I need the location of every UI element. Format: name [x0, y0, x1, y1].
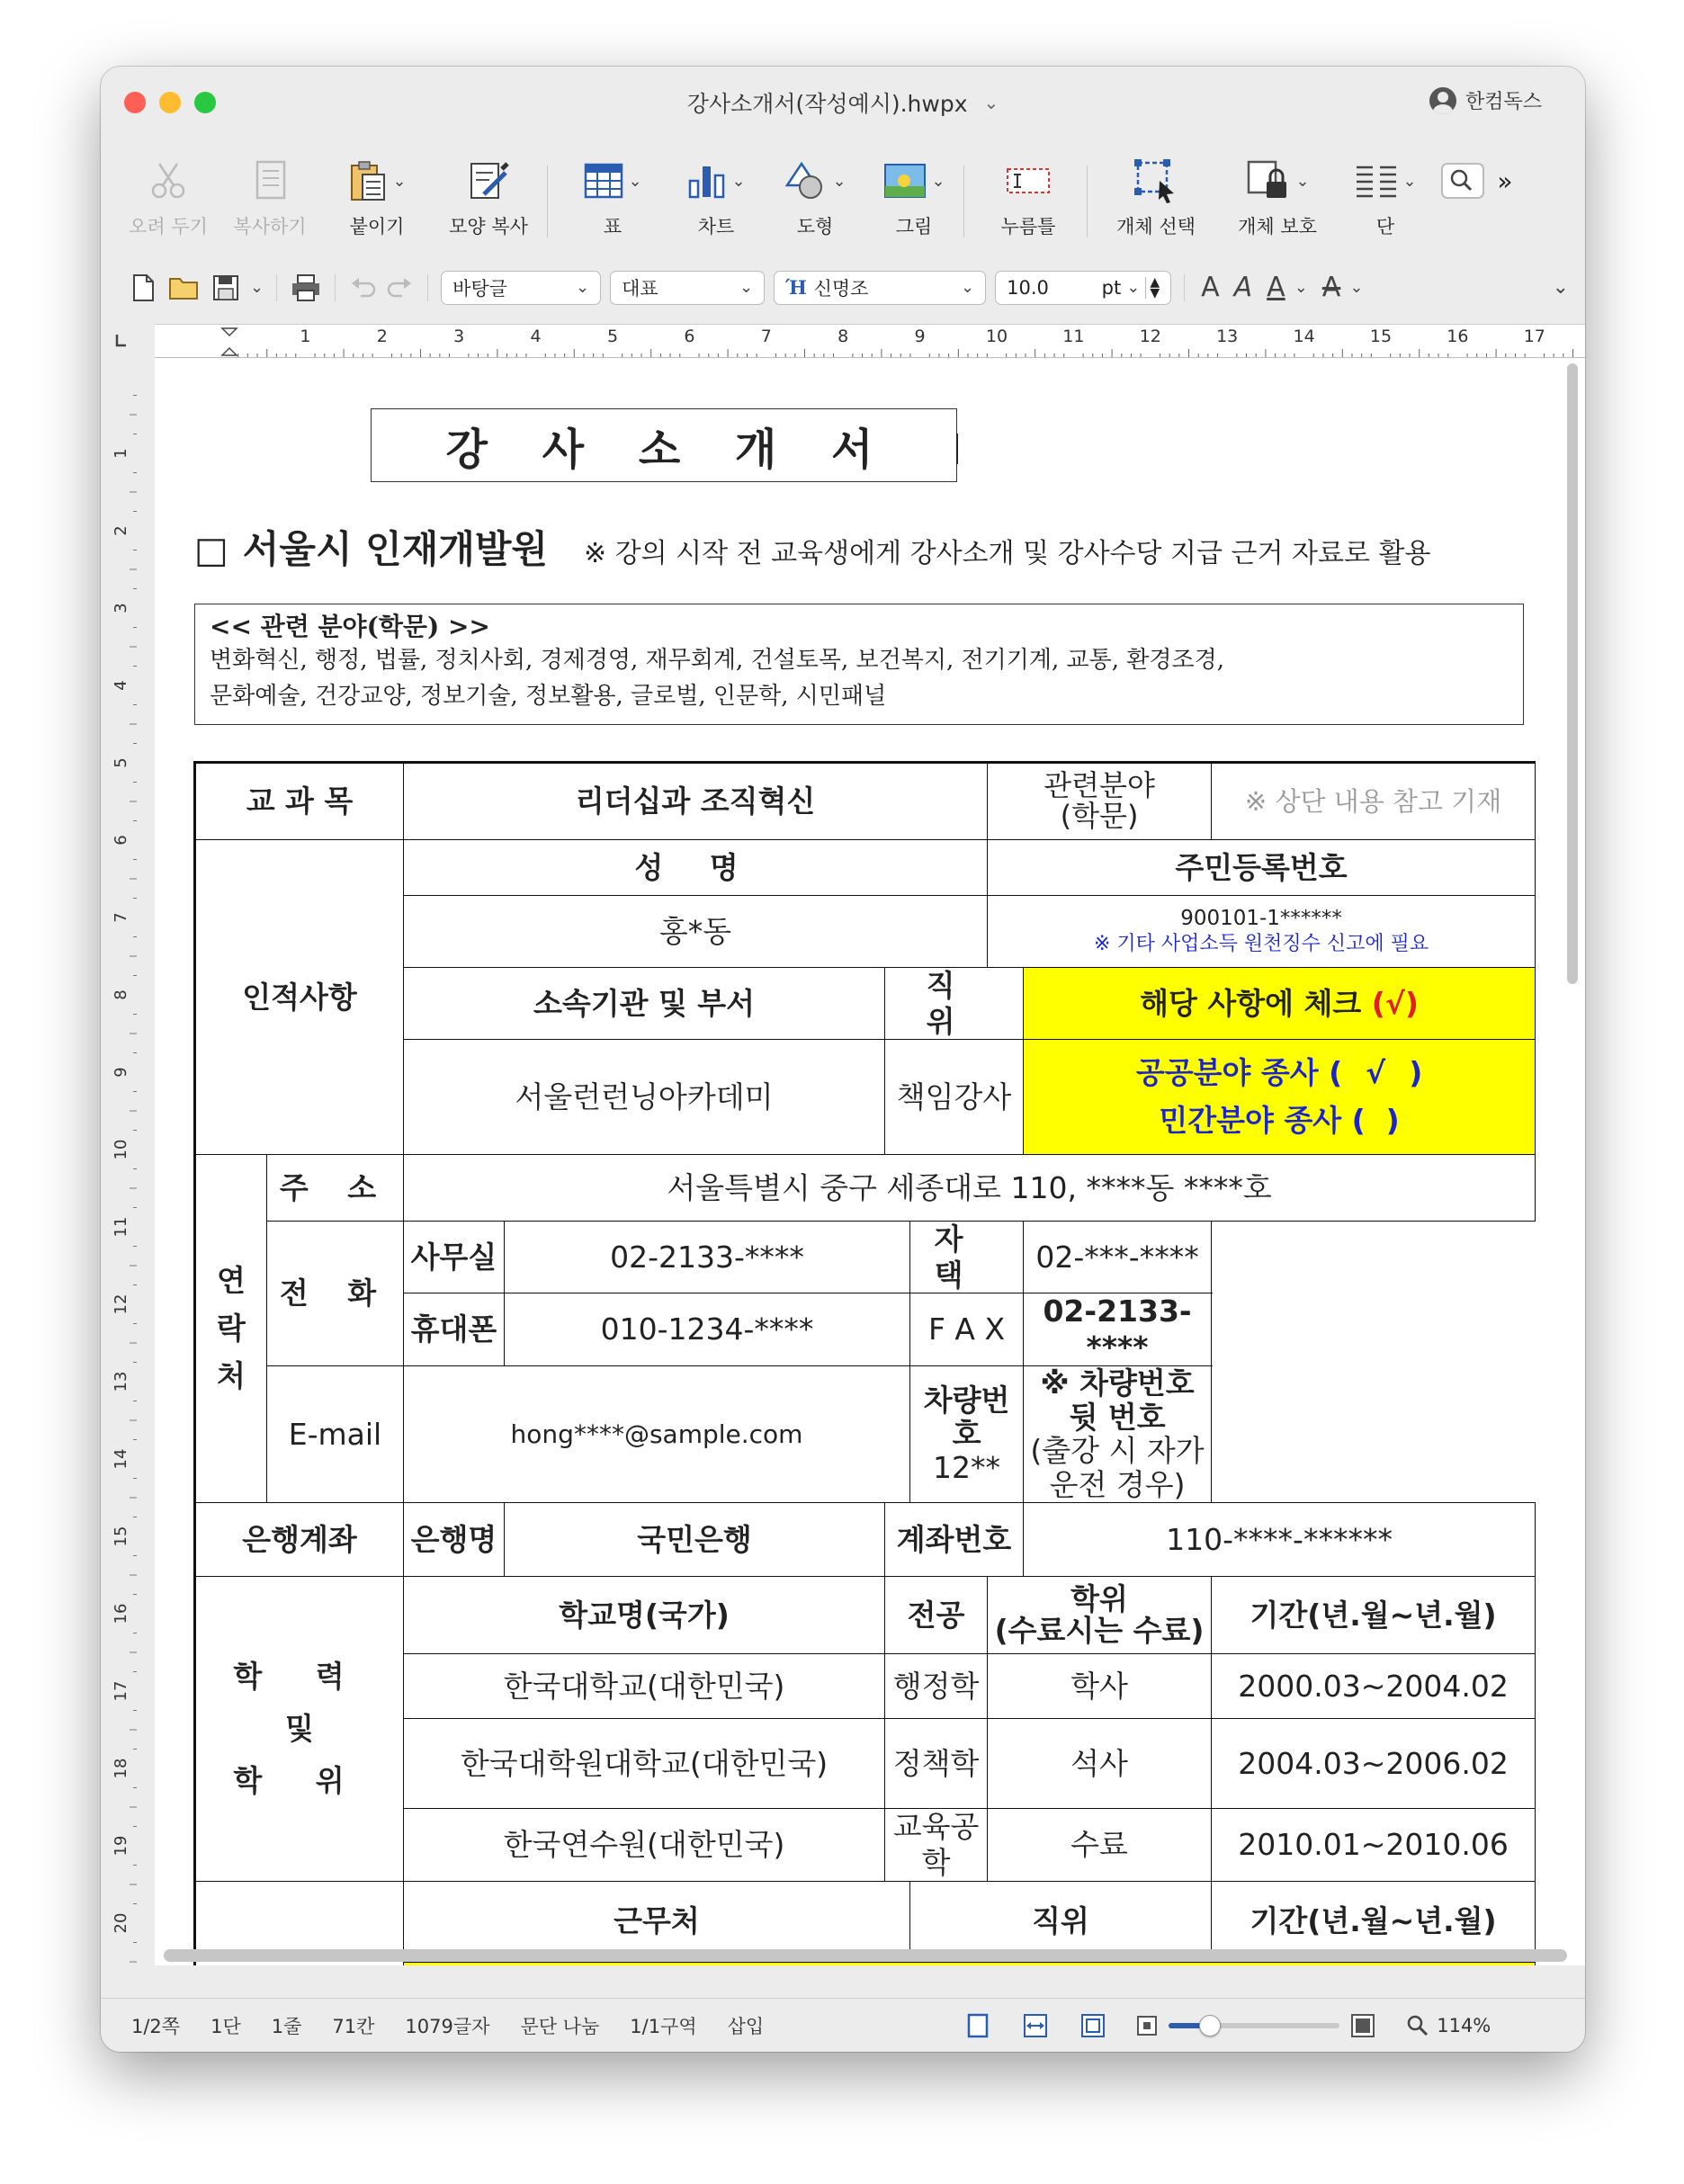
ruler-number: 16: [1447, 327, 1469, 346]
rrn-note: ※ 기타 사업소득 원천징수 신고에 필요: [1093, 933, 1429, 956]
font-value: 신명조: [813, 277, 869, 300]
ruler-number: 4: [530, 327, 542, 346]
document-title-box: [371, 408, 957, 482]
status-chars: 1079글자: [405, 2015, 490, 2037]
vertical-ruler[interactable]: [101, 358, 155, 1965]
phone-label: 전 화: [267, 1222, 404, 1365]
ruler-number: 15: [112, 1526, 130, 1547]
window-title: 강사소개서(작성예시).hwpx: [686, 91, 968, 117]
field-box-heading: << 관련 분야(학문) >>: [210, 612, 490, 641]
format-painter-label: 모양 복사: [449, 216, 528, 237]
chevron-down-icon: ⌄: [392, 171, 407, 191]
chevron-down-icon: ⌄: [832, 171, 846, 191]
chevron-down-icon[interactable]: ⌄: [1349, 278, 1364, 297]
horizontal-ruler[interactable]: [155, 324, 1585, 358]
format-bar: [101, 263, 1585, 312]
field-icon: [1005, 165, 1052, 197]
stepper-icon[interactable]: ▲ ▼: [1145, 277, 1160, 299]
chevron-down-icon: ⌄: [731, 171, 746, 191]
shape-label: 도형: [796, 216, 834, 237]
document-area[interactable]: [155, 358, 1585, 1965]
edu-school[interactable]: 한국대학교(대한민국): [404, 1654, 885, 1719]
car-value[interactable]: 12**: [933, 1450, 1001, 1486]
font-type-icon: Ή: [785, 276, 807, 299]
object-select-button[interactable]: [1093, 139, 1219, 251]
print-icon[interactable]: [290, 273, 322, 303]
field-value[interactable]: ※ 상단 내용 참고 기재: [1212, 763, 1536, 840]
ruler-number: 8: [838, 327, 849, 346]
ruler-number: 1: [300, 327, 311, 346]
copy-label: 복사하기: [233, 216, 307, 237]
edu-major[interactable]: 교육공학: [885, 1809, 988, 1881]
ruler-number: 5: [606, 327, 619, 346]
edu-major[interactable]: 행정학: [885, 1654, 988, 1719]
zoom-control[interactable]: [1406, 2014, 1491, 2037]
ruler-number: 2: [112, 525, 130, 536]
account-button[interactable]: [1429, 86, 1542, 114]
user-icon: [1429, 87, 1456, 114]
account-name: 한컴독스: [1465, 91, 1542, 113]
car-label: 차량번호: [923, 1382, 1010, 1452]
table-label: 표: [603, 216, 623, 237]
ruler-number: 5: [112, 757, 130, 768]
format-separator: [335, 274, 336, 301]
status-page[interactable]: 1/2쪽: [131, 2015, 181, 2037]
format-overflow-icon[interactable]: ⌄: [1552, 276, 1569, 299]
edu-period[interactable]: 2004.03~2006.02: [1212, 1719, 1536, 1809]
name-label: 성 명: [404, 840, 988, 896]
account-value[interactable]: 110-****-******: [1024, 1503, 1536, 1577]
font-grow-icon[interactable]: A: [1201, 272, 1220, 303]
contact-label: 연: [217, 1263, 246, 1299]
ruler-corner: [101, 324, 155, 358]
personal-info-label: 인적사항: [195, 840, 404, 1155]
columns-icon: [1354, 162, 1399, 200]
career-header: 근무처: [404, 1881, 910, 1962]
redo-icon[interactable]: [386, 274, 415, 301]
ruler-number: 4: [112, 680, 130, 691]
cut-button[interactable]: [121, 139, 216, 251]
org-value[interactable]: 서울런런닝아카데미: [404, 1040, 885, 1155]
copy-button[interactable]: [216, 139, 324, 251]
ruler-number: 15: [1369, 327, 1393, 346]
education-label: 및: [285, 1711, 314, 1747]
style-select[interactable]: [441, 271, 601, 305]
zoom-in-icon[interactable]: [1350, 2013, 1375, 2038]
rrn-value[interactable]: 900101-1******: [1180, 907, 1342, 931]
table-button[interactable]: [559, 139, 667, 251]
ruler-number: 3: [453, 327, 465, 346]
main-toolbar: [101, 139, 1585, 251]
check-mark: (√): [1371, 985, 1419, 1021]
columns-button[interactable]: [1336, 139, 1435, 251]
text-cursor: [956, 434, 958, 464]
chevron-down-icon: ⌄: [1126, 278, 1141, 297]
home-phone-value[interactable]: 02-***-****: [1024, 1222, 1212, 1293]
ruler-number: 10: [985, 327, 1008, 346]
ruler-number: 17: [1523, 327, 1545, 346]
org-name: 서울시 인재개발원: [242, 527, 548, 571]
ruler-number: 13: [1216, 327, 1239, 346]
address-value[interactable]: 서울특별시 중구 세종대로 110, ****동 ****호: [404, 1155, 1536, 1222]
chart-icon: [686, 161, 728, 201]
copy-icon: [249, 158, 291, 203]
object-protect-button[interactable]: [1219, 139, 1336, 251]
paste-button[interactable]: [324, 139, 430, 251]
ruler-number: 3: [112, 603, 130, 613]
app-window: [101, 67, 1585, 2052]
object-protect-label: 개체 보호: [1238, 216, 1317, 237]
search-icon: [1440, 162, 1485, 200]
scissors-icon: [148, 160, 189, 201]
edu-period[interactable]: 2000.03~2004.02: [1212, 1654, 1536, 1719]
ruler-number: 7: [112, 912, 130, 923]
home-phone-label: 자 택: [910, 1222, 1024, 1293]
document-title: 강 사 소 개 서: [445, 424, 882, 475]
horizontal-ruler-scale: [155, 325, 1585, 359]
ruler-number: 1: [112, 448, 130, 459]
font-size-field[interactable]: [995, 271, 1171, 305]
edu-degree[interactable]: 석사: [988, 1719, 1212, 1809]
position-value[interactable]: 책임강사: [885, 1040, 1024, 1155]
document-title-menu[interactable]: [687, 86, 999, 119]
field-box-line: 문화예술, 건강교양, 정보기술, 정보활용, 글로벌, 인문학, 시민패널: [210, 683, 887, 710]
subject-value[interactable]: 리더십과 조직혁신: [404, 763, 988, 840]
bank-name-value[interactable]: 국민은행: [505, 1503, 885, 1577]
email-value[interactable]: hong****@sample.com: [404, 1365, 910, 1503]
document-page[interactable]: [155, 358, 1522, 1965]
window-controls: [124, 92, 216, 113]
subject-label: 교 과 목: [195, 763, 404, 840]
ruler-number: 12: [1139, 327, 1161, 346]
edu-school[interactable]: 한국연수원(대한민국): [404, 1809, 885, 1881]
chevron-down-icon: ⌄: [739, 278, 754, 297]
instructor-table: [193, 761, 1536, 1965]
zoom-window-button[interactable]: [194, 92, 216, 113]
chevron-down-icon[interactable]: ⌄: [250, 278, 264, 297]
mobile-value[interactable]: 010-1234-****: [505, 1293, 910, 1365]
org-line: [194, 520, 1430, 574]
ruler-number: 9: [112, 1067, 130, 1078]
format-separator: [1184, 274, 1185, 301]
horizontal-scrollbar[interactable]: [164, 1949, 1567, 1962]
chevron-right-double-icon: »: [1497, 166, 1513, 196]
public-sector-mark: √: [1366, 1054, 1386, 1090]
field-label: (학문): [1060, 799, 1139, 833]
strikethrough-icon[interactable]: A: [1321, 272, 1341, 303]
chevron-down-icon: ⌄: [1402, 171, 1417, 191]
public-sector-close: ): [1409, 1054, 1423, 1090]
edu-header: 학교명(국가): [404, 1577, 885, 1654]
italic-icon[interactable]: A: [1233, 272, 1253, 303]
shape-button[interactable]: [766, 139, 864, 251]
chevron-down-icon: ⌄: [1295, 171, 1310, 191]
style-value: 바탕글: [452, 277, 507, 300]
toolbar-separator: [963, 166, 964, 237]
object-select-icon: [1133, 157, 1179, 204]
vertical-ruler-scale: [101, 358, 155, 1965]
org-label: 소속기관 및 부서: [404, 968, 885, 1040]
bank-label: 은행계좌: [195, 1503, 404, 1577]
address-label: 주 소: [267, 1155, 404, 1222]
ruler-number: 13: [112, 1371, 130, 1392]
status-column: 1단: [210, 2015, 241, 2037]
status-mode[interactable]: 삽입: [727, 2015, 765, 2037]
mobile-label: 휴대폰: [404, 1293, 505, 1365]
chevron-down-icon: ⌄: [931, 171, 945, 191]
picture-label: 그림: [895, 216, 933, 237]
ruler-number: 9: [914, 327, 926, 346]
edu-header: 학위: [1070, 1581, 1128, 1617]
fax-label: F A X: [910, 1293, 1024, 1365]
page-view-icon[interactable]: [965, 2013, 990, 2038]
status-position: 71칸: [332, 2015, 375, 2037]
edu-header: (수료시는 수료): [994, 1612, 1205, 1648]
zoom-slider-thumb[interactable]: [1199, 2015, 1221, 2036]
ruler-number: 16: [112, 1603, 130, 1625]
field-box-line: 변화혁신, 행정, 법률, 정치사회, 경제경영, 재무회계, 건설토목, 보건복지, 전기기계, 교통, 환경조경,: [210, 647, 1224, 674]
field-button[interactable]: [970, 139, 1087, 251]
chart-button[interactable]: [667, 139, 766, 251]
ruler-number: 11: [1062, 327, 1085, 346]
tab-stop-icon[interactable]: [101, 324, 155, 358]
toolbar-overflow-button[interactable]: [1491, 139, 1519, 251]
chevron-down-icon: ⌄: [983, 92, 999, 113]
vertical-scrollbar[interactable]: [1567, 363, 1578, 984]
ruler-number: 18: [112, 1758, 130, 1779]
toolbar-separator: [547, 166, 548, 237]
edu-period[interactable]: 2010.01~2010.06: [1212, 1809, 1536, 1881]
email-label: E-mail: [267, 1365, 404, 1503]
account-label: 계좌번호: [885, 1503, 1024, 1577]
font-select[interactable]: [774, 271, 986, 305]
ruler-number: 11: [112, 1216, 130, 1238]
ruler-number: 8: [112, 989, 130, 1000]
name-value[interactable]: 홍*동: [404, 896, 988, 968]
object-select-label: 개체 선택: [1116, 216, 1196, 237]
edu-header: 기간(년.월~년.월): [1212, 1577, 1536, 1654]
picture-icon: [882, 161, 927, 201]
magnifier-icon: [1406, 2014, 1429, 2037]
fit-page-icon[interactable]: [1080, 2013, 1106, 2038]
ruler-number: 12: [112, 1293, 130, 1315]
education-label: 학 력: [233, 1659, 366, 1695]
ruler-number: 6: [684, 327, 695, 346]
save-icon[interactable]: [210, 273, 241, 303]
paste-label: 붙이기: [349, 216, 405, 237]
object-protect-icon: [1245, 158, 1292, 203]
chevron-down-icon: ⌄: [628, 171, 642, 191]
zoom-slider[interactable]: [1169, 2023, 1339, 2028]
edu-school[interactable]: 한국대학원대학교(대한민국): [404, 1719, 885, 1809]
picture-button[interactable]: [864, 139, 963, 251]
private-sector-check[interactable]: 민간분야 종사 ( ): [1159, 1102, 1400, 1138]
chart-label: 차트: [697, 216, 735, 237]
minimize-window-button[interactable]: [159, 92, 181, 113]
position-label: 직 위: [885, 968, 1024, 1040]
chevron-down-icon[interactable]: ⌄: [1294, 278, 1308, 297]
career-header: 직위: [910, 1881, 1212, 1962]
cut-label: 오려 두기: [129, 216, 208, 237]
font-size-unit: pt: [1101, 276, 1122, 299]
indent-marker-icon[interactable]: [222, 328, 237, 355]
edu-major[interactable]: 정책학: [885, 1719, 988, 1809]
edu-degree[interactable]: 수료: [988, 1809, 1212, 1881]
ruler-number: 2: [376, 327, 388, 346]
outline-value: 대표: [622, 277, 658, 300]
contact-label: 락: [217, 1310, 246, 1346]
education-label: 학 위: [233, 1762, 366, 1798]
public-sector-check[interactable]: [1024, 1050, 1535, 1097]
status-section[interactable]: 1/1구역: [630, 2015, 697, 2037]
find-button[interactable]: [1435, 139, 1491, 251]
zoom-level: 114%: [1437, 2014, 1491, 2036]
edu-degree[interactable]: 학사: [988, 1654, 1212, 1719]
shape-icon: [784, 160, 829, 201]
table-icon: [583, 162, 624, 200]
org-checkbox[interactable]: □: [194, 530, 228, 571]
outline-select[interactable]: [610, 271, 765, 305]
public-sector-label: 공공분야 종사 (: [1135, 1054, 1343, 1090]
format-painter-button[interactable]: [430, 139, 547, 251]
field-box: [194, 604, 1524, 725]
car-note: ※ 차량번호 뒷 번호: [1040, 1365, 1195, 1435]
format-separator: [427, 274, 428, 301]
bank-name-label: 은행명: [404, 1503, 505, 1577]
format-separator: [276, 274, 277, 301]
fax-value[interactable]: 02-2133-****: [1024, 1293, 1212, 1365]
usage-note: ※ 강의 시작 전 교육생에게 강사소개 및 강사수당 지급 근거 자료로 활용: [584, 538, 1431, 569]
title-bar: [101, 67, 1585, 139]
ruler-number: 14: [112, 1448, 130, 1470]
ruler-number: 6: [112, 835, 130, 846]
ruler-number: 17: [112, 1680, 130, 1702]
edu-header: 전공: [885, 1577, 988, 1654]
columns-label: 단: [1375, 216, 1395, 237]
status-split: 문단 나눔: [520, 2015, 600, 2037]
field-label: 관련분야: [1044, 768, 1155, 803]
ruler-number: 7: [760, 327, 772, 346]
ruler-number: 19: [112, 1835, 130, 1857]
fit-width-icon[interactable]: [1021, 2013, 1050, 2038]
chevron-down-icon: ⌄: [961, 278, 975, 297]
car-note: (출강 시 자가 운전 경우): [1030, 1433, 1205, 1503]
new-document-icon[interactable]: [128, 273, 158, 303]
office-phone-label: 사무실: [404, 1222, 505, 1293]
zoom-out-icon[interactable]: [1136, 2015, 1158, 2036]
ruler-number: 10: [112, 1139, 130, 1160]
ruler-number: 20: [112, 1912, 130, 1934]
career-header: 기간(년.월~년.월): [1212, 1881, 1536, 1962]
contact-label: 처: [217, 1357, 246, 1393]
check-label: 해당 사항에 체크: [1140, 985, 1372, 1021]
rrn-label: 주민등록번호: [988, 840, 1536, 896]
close-window-button[interactable]: [124, 92, 146, 113]
paste-icon: [347, 158, 389, 203]
field-label: 누름틀: [1000, 216, 1056, 237]
status-bar: [101, 1998, 1585, 2052]
chevron-down-icon: ⌄: [576, 278, 590, 297]
open-folder-icon[interactable]: [167, 273, 202, 303]
toolbar-separator: [1087, 166, 1088, 237]
undo-icon[interactable]: [348, 274, 377, 301]
underline-icon[interactable]: A: [1267, 272, 1285, 303]
format-painter-icon: [466, 158, 511, 203]
office-phone-value[interactable]: 02-2133-****: [505, 1222, 910, 1293]
ruler-number: 14: [1293, 327, 1315, 346]
font-size-value: 10.0: [1007, 276, 1049, 299]
status-line: 1줄: [271, 2015, 302, 2037]
